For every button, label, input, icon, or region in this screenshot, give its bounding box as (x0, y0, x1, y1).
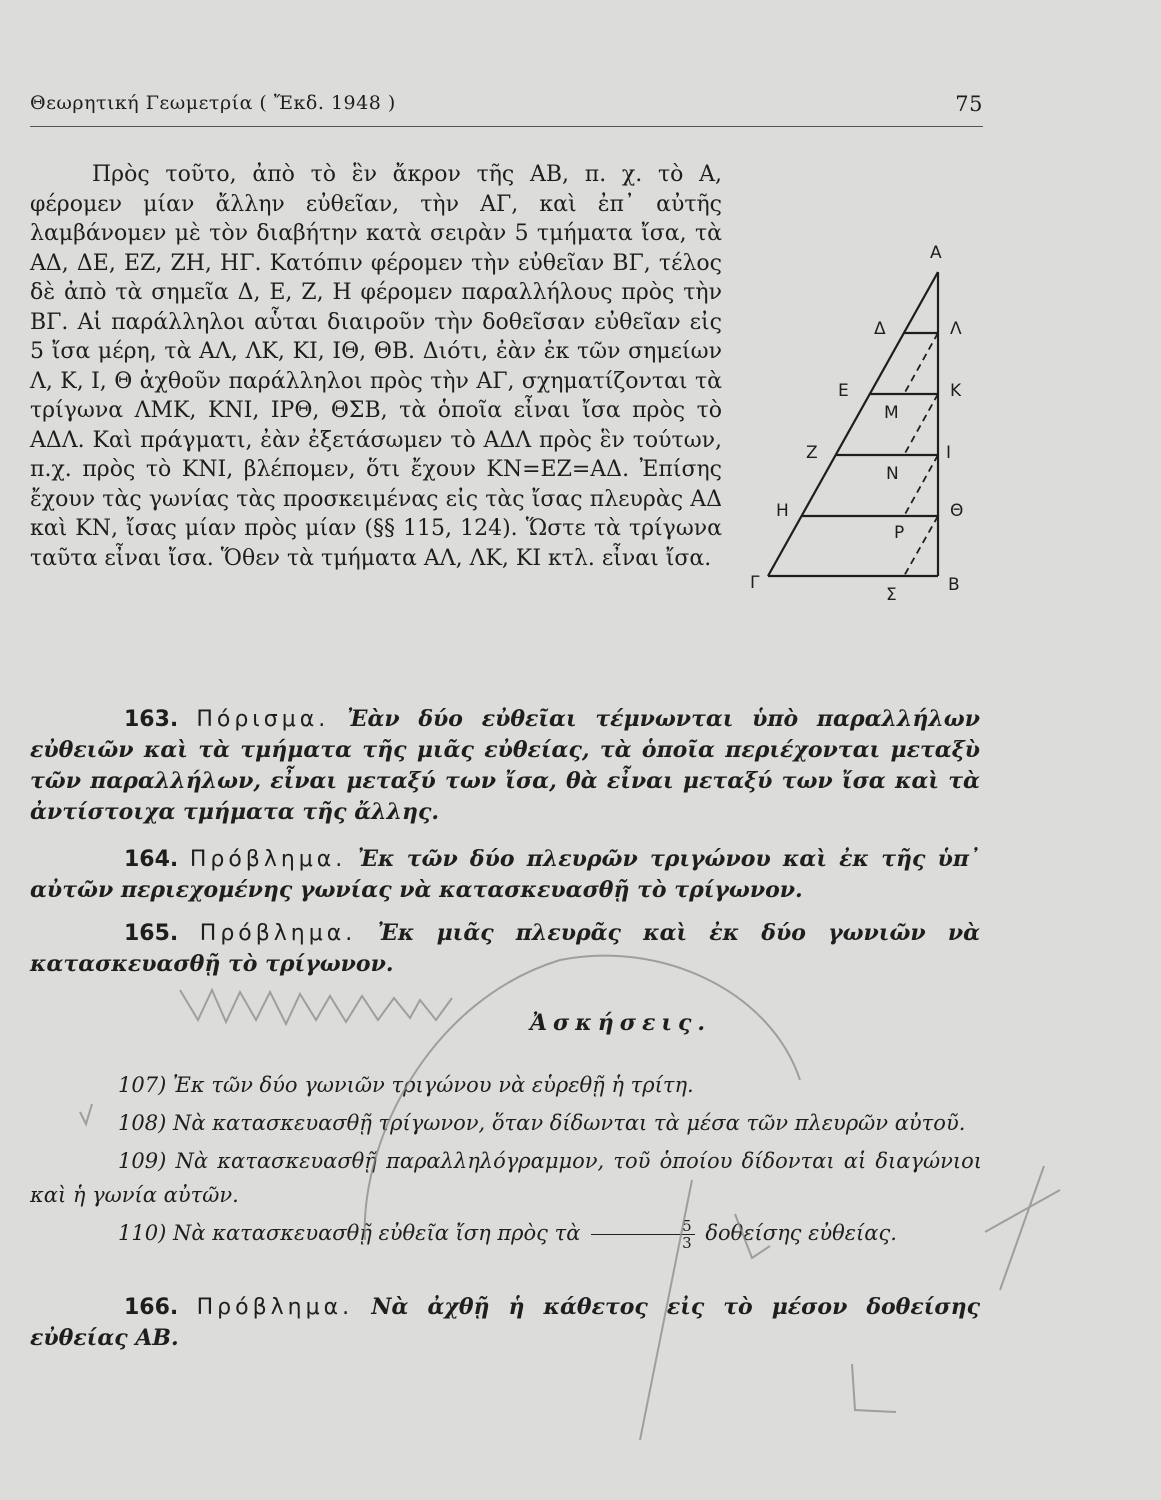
item-kind: Πρόβλημα. (189, 847, 347, 872)
item-statement: Νὰ ἀχθῇ ἡ κάθετος εἰς τὸ μέσον δοθείσης εὐθείας ΑΒ. (30, 1294, 980, 1351)
item-number: 164. (124, 847, 179, 872)
label-R: Ρ (894, 523, 905, 543)
item-kind: Πρόβλημα. (196, 1295, 354, 1320)
exercise-number: 108) (118, 1111, 167, 1135)
header-title: Θεωρητική Γεωμετρία ( Ἔκδ. 1948 ) (30, 92, 396, 114)
label-A: Α (930, 243, 942, 263)
exercise-text: Νὰ κατασκευασθῇ τρίγωνον, ὅταν δίδωνται τὰ μέσα τῶν πλευρῶν αὐτοῦ. (172, 1111, 966, 1135)
fraction-denominator: 3 (682, 1234, 692, 1252)
item-163 (30, 704, 980, 828)
label-Th: Θ (950, 501, 964, 521)
label-B: Β (948, 575, 960, 595)
dashed-LM (904, 333, 938, 394)
pencil-cross-b (985, 1190, 1060, 1232)
fraction-numerator: 5 (591, 1218, 695, 1235)
pencil-corner (852, 1364, 896, 1412)
exercise-number: 110) (118, 1221, 167, 1245)
exercises-list (30, 1068, 982, 1255)
exercise-text: Νὰ κατασκευασθῇ εὐθεῖα ἴση πρὸς τὰ (172, 1221, 581, 1245)
item-number: 165. (124, 921, 179, 946)
item-kind: Πρόβλημα. (199, 921, 357, 946)
item-kind: Πόρισμα. (196, 707, 330, 732)
triangle-figure (722, 236, 982, 606)
fraction (591, 1218, 695, 1251)
exercises-heading: Ἀσκήσεις. (529, 1010, 712, 1036)
dashed-ThS (904, 516, 938, 576)
label-Z: Ζ (806, 443, 818, 463)
item-statement: Ἐκ τῶν δύο πλευρῶν τριγώνου καὶ ἐκ τῆς ὑπ᾽ αὐτῶν περιεχομένης γωνίας νὰ κατασκευασθῇ τὸ τρίγωνον. (30, 846, 981, 903)
exercise-number: 109) (118, 1149, 167, 1173)
exercise-108 (30, 1106, 982, 1140)
label-D: Δ (874, 319, 886, 339)
intro-text: Πρὸς τοῦτο, ἀπὸ τὸ ἓν ἄκρον τῆς ΑΒ, π. χ. τὸ Α, φέρομεν μίαν ἄλλην εὐθεῖαν, τὴν ΑΓ, καὶ ἐπ᾽ αὐτῆς λαμβάνομεν μὲ τὸν διαβήτην κατὰ σειρὰν 5 τμήματα ἴσα, τὰ ΑΔ, ΔΕ, ΕΖ, ΖΗ, ΗΓ. Κατόπιν φέρομεν τὴν εὐθεῖαν ΒΓ, τέλος δὲ ἀπὸ τὰ σημεῖα Δ, Ε, Ζ, Η φέρομεν παραλλήλους πρὸς τὴν ΒΓ. Αἱ παράλληλοι αὗται διαιροῦν τὴν δοθεῖσαν εὐθεῖαν εἰς 5 ἴσα μέρη, τὰ ΑΛ, ΛΚ, ΚΙ, ΙΘ, ΘΒ. Διότι, ἐὰν ἐκ τῶν σημείων Λ, Κ, Ι, Θ ἀχθοῦν παράλληλοι πρὸς τὴν ΑΓ, σχηματίζονται τὰ τρίγωνα ΛΜΚ, ΚΝΙ, ΙΡΘ, ΘΣΒ, τὰ ὁποῖα εἶναι ἴσα πρὸς τὸ ΑΔΛ. Καὶ πράγματι, ἐὰν ἐξετάσωμεν τὸ ΑΔΛ πρὸς ἓν τούτων, π.χ. πρὸς τὸ ΚΝΙ, βλέπομεν, ὅτι ἔχουν ΚΝ=ΕΖ=ΑΔ. Ἐπίσης ἔχουν τὰς γωνίας τὰς προσκειμένας εἰς τὰς ἴσας πλευρὰς ΑΔ καὶ ΚΝ, ἴσας μίαν πρὸς μίαν (§§ 115, 124). Ὥστε τὰ τρίγωνα ταῦτα εἶναι ἴσα. Ὅθεν τὰ τμήματα ΑΛ, ΛΚ, ΚΙ κτλ. εἶναι ἴσα. (30, 162, 722, 571)
label-M: Μ (884, 403, 899, 423)
item-164 (30, 844, 980, 906)
triangle-diagram (722, 236, 982, 606)
exercise-109 (30, 1144, 982, 1212)
label-S: Σ (886, 585, 897, 605)
exercise-number: 107) (118, 1073, 167, 1097)
dashed-IR (904, 455, 938, 516)
running-header (30, 92, 983, 122)
label-E: Ε (838, 381, 849, 401)
label-I: Ι (946, 443, 952, 463)
dashed-KN (904, 394, 938, 455)
label-L: Λ (950, 319, 962, 339)
pencil-cross-a (1000, 1166, 1044, 1290)
page-number: 75 (955, 92, 983, 116)
item-number: 166. (124, 1295, 179, 1320)
item-statement: Ἐὰν δύο εὐθεῖαι τέμνωνται ὑπὸ παραλλήλων εὐθειῶν καὶ τὰ τμήματα τῆς μιᾶς εὐθείας, τὰ ὁποῖα περιέχονται μεταξὺ τῶν παραλλήλων, εἶναι μεταξύ των ἴσα, θὰ εἶναι μεταξύ των ἴσα καὶ τὰ ἀντίστοιχα τμήματα τῆς ἄλλης. (30, 706, 981, 825)
exercise-text-end: δοθείσης εὐθείας. (705, 1221, 897, 1245)
segment-AG (768, 272, 938, 576)
item-number: 163. (124, 707, 179, 732)
exercise-110 (30, 1216, 982, 1251)
exercise-text: Ἐκ τῶν δύο γωνιῶν τριγώνου νὰ εὑρεθῇ ἡ τρίτη. (172, 1073, 694, 1097)
item-165 (30, 918, 980, 980)
exercise-text: Νὰ κατασκευασθῇ παραλληλόγραμμον, τοῦ ὁποίου δίδονται αἱ διαγώνιοι καὶ ἡ γωνία αὐτῶν. (30, 1149, 982, 1207)
label-N: Ν (886, 464, 899, 484)
exercise-107 (30, 1068, 982, 1102)
item-statement: Ἐκ μιᾶς πλευρᾶς καὶ ἐκ δύο γωνιῶν νὰ κατασκευασθῇ τὸ τρίγωνον. (30, 920, 981, 977)
item-166 (30, 1292, 980, 1354)
header-rule (30, 126, 983, 127)
label-H: Η (776, 501, 789, 521)
label-K: Κ (950, 381, 962, 401)
label-G: Γ (750, 573, 760, 593)
